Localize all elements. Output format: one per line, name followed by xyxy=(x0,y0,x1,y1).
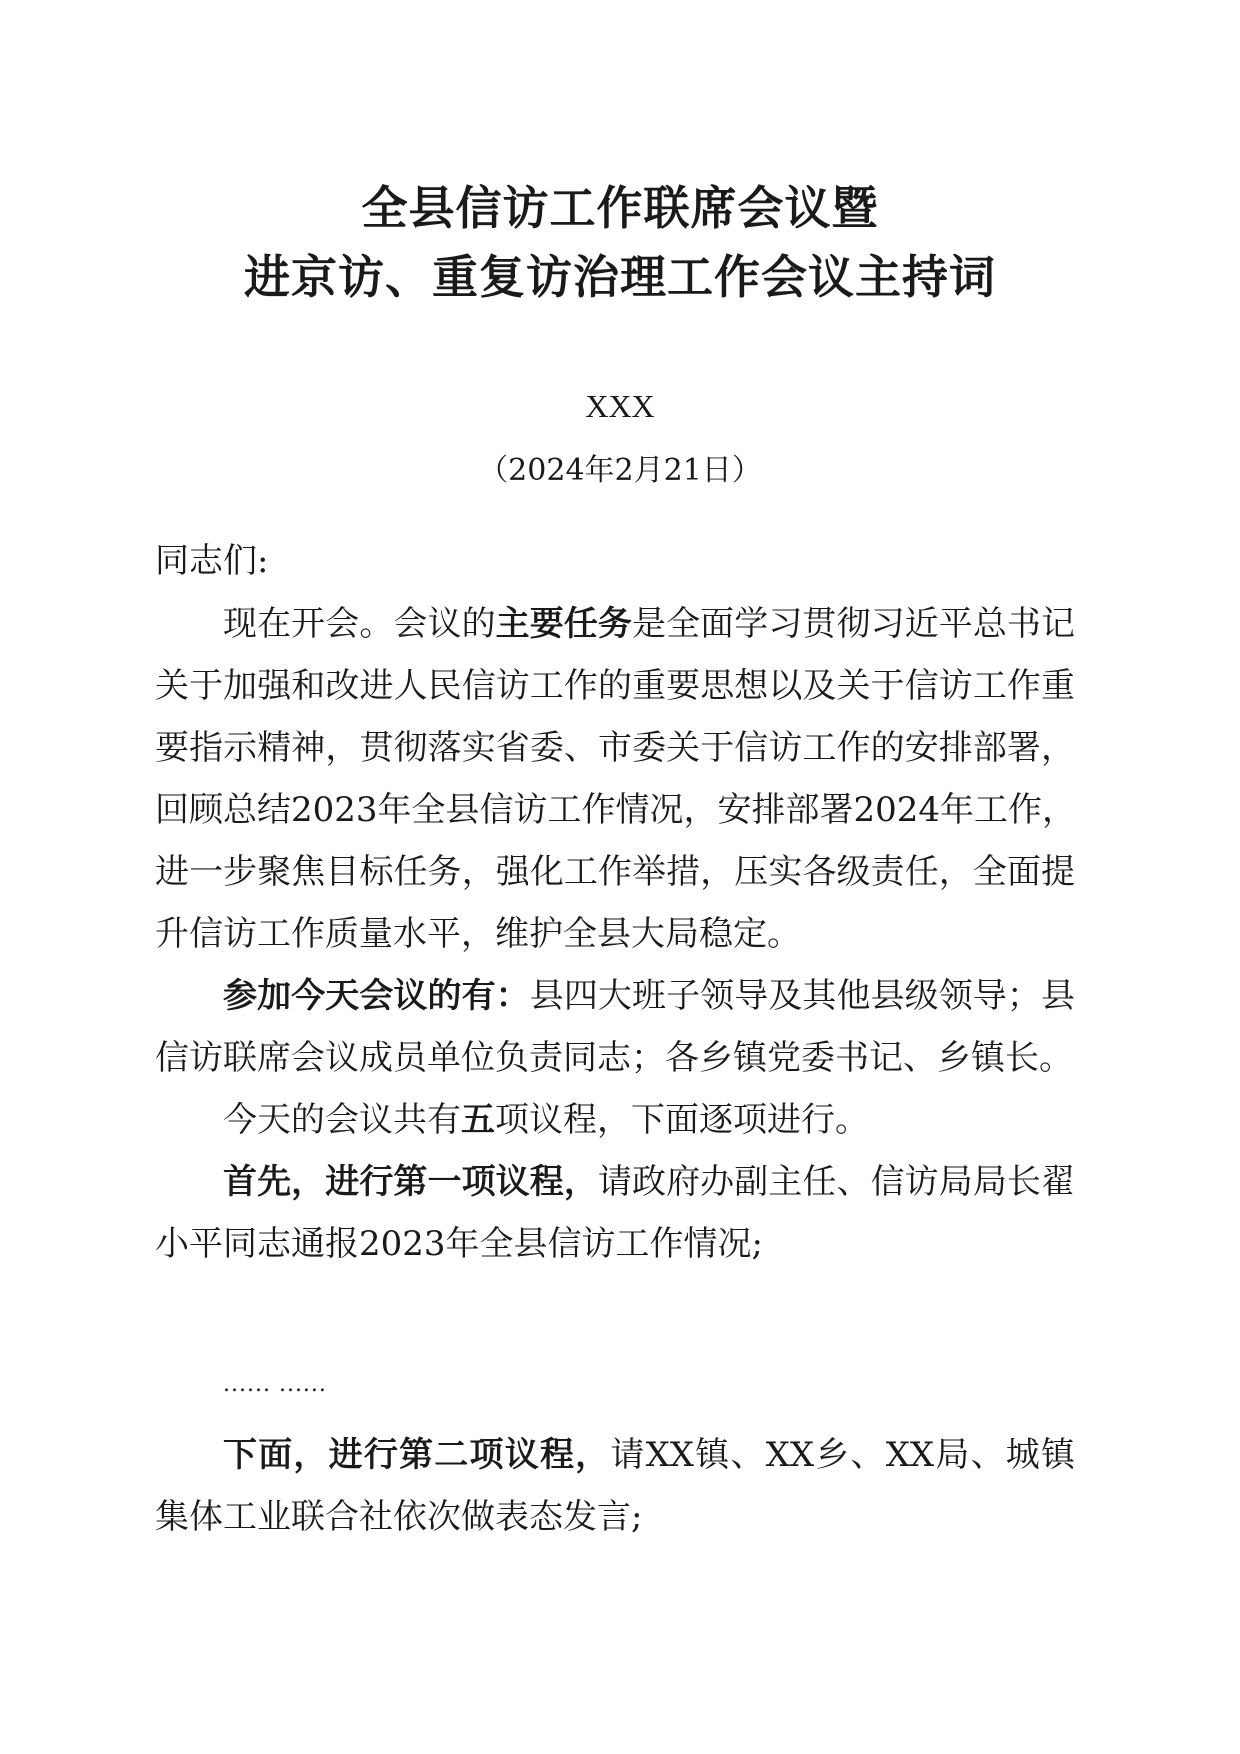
author-name: XXX xyxy=(585,388,655,424)
paragraph-2-line-1 xyxy=(223,972,1075,1020)
paragraph-5-line-2: 集体工业联合社依次做表态发言; xyxy=(155,1497,643,1537)
paragraph-1-line-2: 关于加强和改进人民信访工作的重要思想以及关于信访工作重 xyxy=(155,666,1075,706)
paragraph-2-line-2: 信访联席会议成员单位负责同志；各乡镇党委书记、乡镇长。 xyxy=(155,1038,1073,1078)
paragraph-1-line-6: 升信访工作质量水平，维护全县大局稳定。 xyxy=(155,914,801,954)
document-title-line-1: 全县信访工作联席会议暨 xyxy=(361,181,879,235)
paragraph-1-line-3: 要指示精神，贯彻落实省委、市委关于信访工作的安排部署， xyxy=(155,728,1075,768)
paragraph-5-bold: 下面，进行第二项议程， xyxy=(223,1435,611,1475)
paragraph-1-text-a: 现在开会。会议的 xyxy=(223,604,496,644)
document-title-line-2: 进京访、重复访治理工作会议主持词 xyxy=(244,250,996,304)
paragraph-4-bold: 首先，进行第一项议程， xyxy=(223,1162,598,1202)
paragraph-5-text: 请XX镇、XX乡、XX局、城镇 xyxy=(610,1435,1076,1475)
paragraph-4-text: 请政府办副主任、信访局局长翟 xyxy=(597,1162,1076,1202)
paragraph-1-bold: 主要任务 xyxy=(495,604,633,644)
paragraph-3-text-a: 今天的会议共有 xyxy=(223,1100,461,1140)
paragraph-3-text-b: 项议程，下面逐项进行。 xyxy=(495,1100,869,1140)
paragraph-1-line-1 xyxy=(223,600,1075,648)
paragraph-1-line-5: 进一步聚焦目标任务，强化工作举措，压实各级责任，全面提 xyxy=(155,852,1075,892)
salutation: 同志们: xyxy=(155,541,269,581)
paragraph-4-line-2: 小平同志通报2023年全县信访工作情况; xyxy=(155,1224,763,1264)
meeting-date: （2024年2月21日） xyxy=(478,453,762,488)
paragraph-1-line-4: 回顾总结2023年全县信访工作情况，安排部署2024年工作， xyxy=(155,790,1077,830)
paragraph-2-text: 县四大班子领导及其他县级领导；县 xyxy=(529,976,1075,1016)
ellipsis: ...... ...... xyxy=(223,1372,327,1397)
paragraph-1-text-b: 是全面学习贯彻习近平总书记 xyxy=(632,604,1076,644)
paragraph-4-line-1 xyxy=(223,1158,1075,1206)
paragraph-2-bold: 参加今天会议的有： xyxy=(223,976,530,1016)
paragraph-5-line-1 xyxy=(223,1431,1075,1479)
paragraph-3-line-1 xyxy=(223,1096,869,1144)
paragraph-3-bold: 五 xyxy=(461,1100,495,1140)
